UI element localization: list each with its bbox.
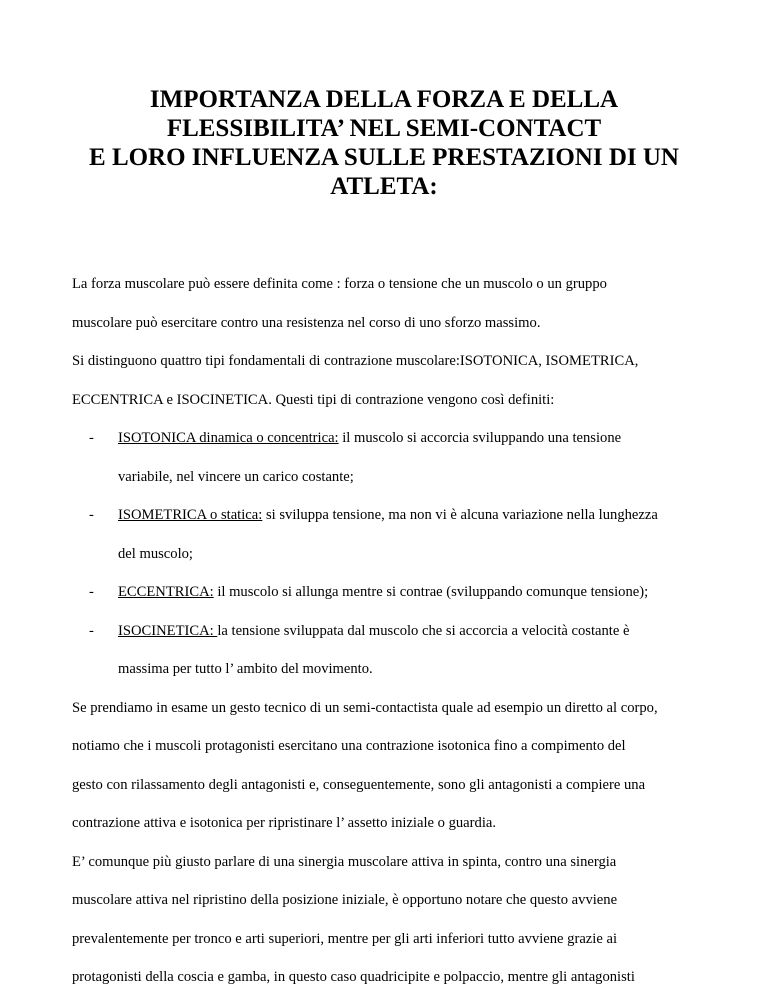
text-line: muscolare può esercitare contro una resistenza nel corso di uno sforzo massimo. [72, 314, 541, 331]
text-line: Si distinguono quattro tipi fondamentali di contrazione muscolare:ISOTONICA, ISOMETRICA, [72, 353, 639, 369]
dash-marker: - [89, 430, 94, 446]
list-item-isotonica [72, 428, 712, 505]
text-line: notiamo che i muscoli protagonisti esercitano una contrazione isotonica fino a compimento del [72, 738, 626, 754]
document-body [72, 274, 712, 1006]
text-line: del muscolo; [118, 545, 193, 562]
title-line-1: IMPORTANZA DELLA FORZA E DELLA [149, 86, 619, 113]
title-line-4: ATLETA: [330, 173, 438, 200]
text-line [118, 621, 712, 660]
term-text: la tensione sviluppata dal muscolo che si accorcia a velocità costante è [217, 622, 630, 639]
text-line: gesto con rilassamento degli antagonisti e, conseguentemente, sono gli antagonisti a compiere una [72, 776, 646, 793]
text-line [118, 505, 712, 544]
dash-marker: - [89, 507, 94, 523]
title-line-2: FLESSIBILITA’ NEL SEMI-CONTACT [166, 115, 602, 142]
term-text: il muscolo si allunga mentre si contrae (sviluppando comunque tensione); [213, 584, 649, 600]
intro-paragraph [72, 274, 712, 428]
term-label: ISOTONICA dinamica o concentrica: [118, 430, 339, 446]
paragraph-2 [72, 698, 712, 852]
text-line: protagonisti della coscia e gamba, in questo caso quadricipite e polpaccio, mentre gli antagonisti [72, 969, 635, 985]
text-line: contrazione attiva e isotonica per ripristinare l’ assetto iniziale o guardia. [72, 815, 496, 831]
text-line [118, 428, 712, 467]
text-line: ECCENTRICA e ISOCINETICA. Questi tipi di contrazione vengono così definiti: [72, 391, 555, 408]
text-line: E’ comunque più giusto parlare di una sinergia muscolare attiva in spinta, contro una sinergia [72, 853, 617, 870]
dash-marker: - [89, 584, 94, 600]
list-item-isometrica [72, 505, 712, 582]
term-text: il muscolo si accorcia sviluppando una tensione [338, 430, 622, 446]
text-line: massima per tutto l’ ambito del movimento. [118, 661, 373, 677]
term-label: ECCENTRICA: [118, 584, 214, 600]
contraction-list [72, 428, 712, 698]
dash-marker: - [89, 622, 94, 639]
text-line: Se prendiamo in esame un gesto tecnico di un semi-contactista quale ad esempio un diretto al corpo, [72, 699, 658, 716]
text-line: La forza muscolare può essere definita come : forza o tensione che un muscolo o un gruppo [72, 276, 607, 292]
term-text: si sviluppa tensione, ma non vi è alcuna variazione nella lunghezza [262, 507, 658, 523]
term-label: ISOMETRICA o statica: [118, 507, 263, 523]
document-title [60, 85, 708, 201]
text-line: prevalentemente per tronco e arti superiori, mentre per gli arti inferiori tutto avviene grazie ai [72, 930, 617, 947]
title-line-3: E LORO INFLUENZA SULLE PRESTAZIONI DI UN [89, 144, 679, 171]
text-line: variabile, nel vincere un carico costante; [118, 468, 354, 485]
text-line: muscolare attiva nel ripristino della posizione iniziale, è opportuno notare che questo avviene [72, 892, 618, 908]
text-line [118, 582, 712, 621]
term-label: ISOCINETICA: [118, 622, 218, 639]
paragraph-3 [72, 852, 712, 1006]
list-item-eccentrica [72, 582, 712, 621]
list-item-isocinetica [72, 621, 712, 698]
